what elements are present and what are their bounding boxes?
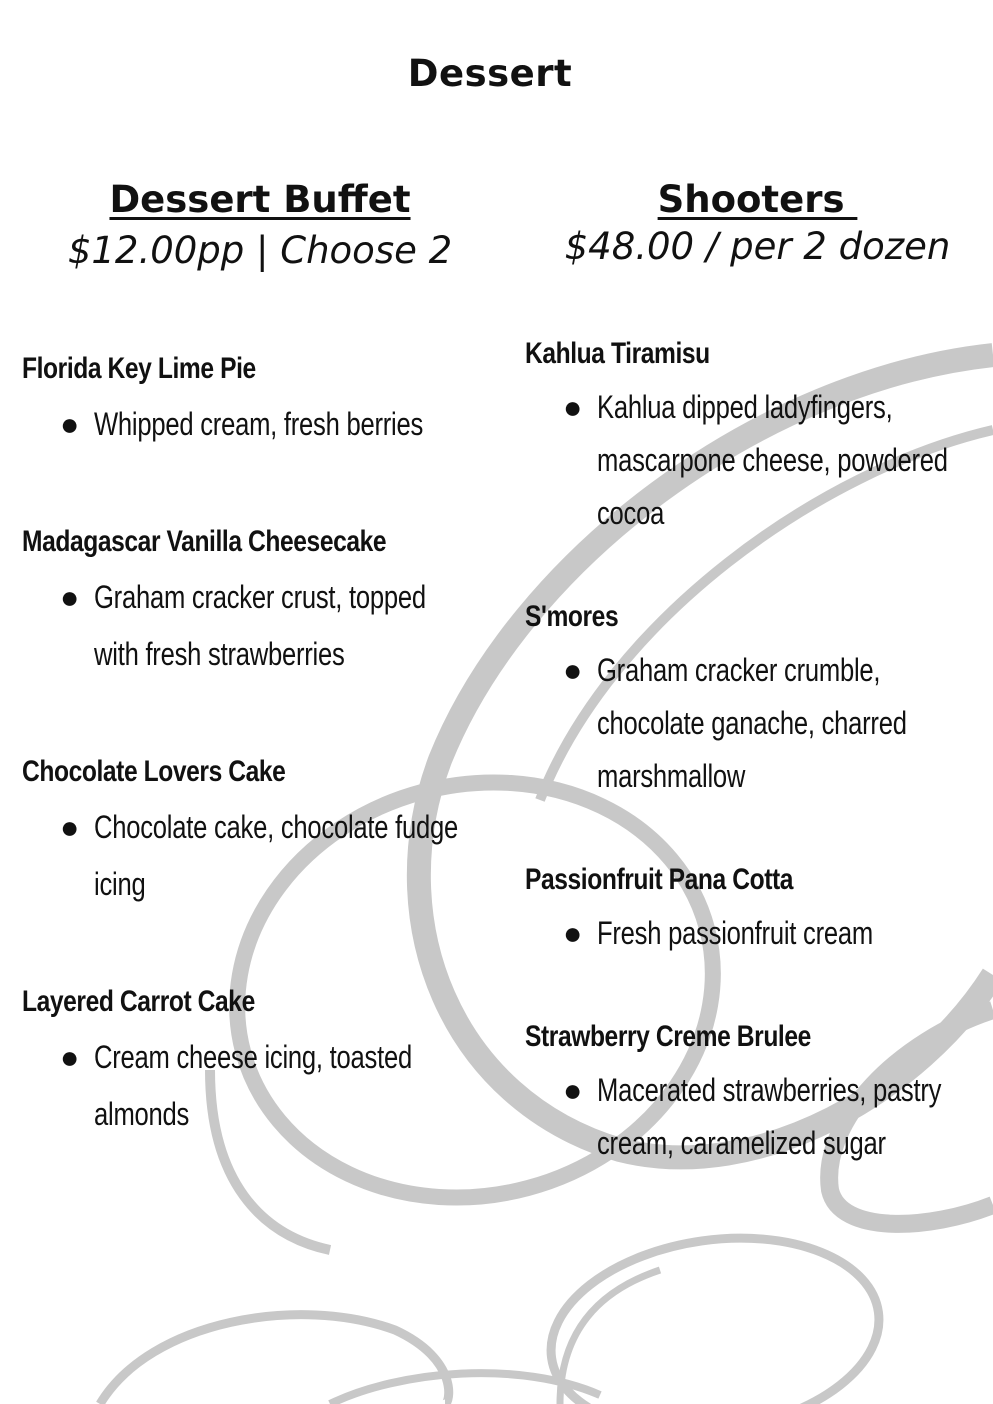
bullet-icon: ● xyxy=(60,406,80,442)
menu-item-description-text: Macerated strawberries, pastry cream, caramelized sugar xyxy=(597,1072,942,1161)
dessert-buffet-header xyxy=(40,178,480,272)
menu-item-description-text: Kahlua dipped ladyfingers, mascarpone cheese, powdered cocoa xyxy=(597,389,948,531)
menu-item xyxy=(525,600,993,803)
menu-item-description xyxy=(22,799,594,913)
menu-item-name: Passionfruit Pana Cotta xyxy=(525,863,794,896)
menu-item-name: Strawberry Creme Brulee xyxy=(525,1020,811,1053)
menu-item-description-text: Graham cracker crust, topped with fresh strawberries xyxy=(94,579,426,672)
price-shooters: $48.00 / per 2 dozen xyxy=(564,225,951,268)
menu-item-description-text: Whipped cream, fresh berries xyxy=(94,406,424,442)
menu-item-name: Layered Carrot Cake xyxy=(22,985,255,1018)
menu-item-description-text: Chocolate cake, chocolate fudge icing xyxy=(94,809,459,902)
bullet-icon: ● xyxy=(60,579,80,615)
bullet-icon: ● xyxy=(563,652,583,688)
menu-item-description xyxy=(22,569,564,683)
menu-item-description xyxy=(525,644,993,803)
bullet-icon: ● xyxy=(60,1039,80,1075)
menu-item xyxy=(22,985,534,1143)
menu-item-description-text: Fresh passionfruit cream xyxy=(597,915,873,951)
section-title-dessert-buffet: Dessert Buffet xyxy=(109,178,411,221)
menu-item-description xyxy=(525,907,993,960)
menu-item xyxy=(525,863,993,960)
bullet-icon: ● xyxy=(563,389,583,425)
menu-item-description xyxy=(22,1029,534,1143)
menu-item xyxy=(22,755,594,913)
menu-item-description-text: Cream cheese icing, toasted almonds xyxy=(94,1039,412,1132)
menu-item xyxy=(22,525,564,683)
menu-item-name: Madagascar Vanilla Cheesecake xyxy=(22,525,387,558)
menu-item-name: Chocolate Lovers Cake xyxy=(22,755,286,788)
bullet-icon: ● xyxy=(563,1072,583,1108)
menu-item-name: Florida Key Lime Pie xyxy=(22,352,256,385)
bullet-icon: ● xyxy=(60,809,80,845)
menu-item-description-text: Graham cracker crumble, chocolate ganache, charred marshmallow xyxy=(597,652,907,794)
price-dessert-buffet: $12.00pp | Choose 2 xyxy=(67,229,453,272)
menu-item-name: Kahlua Tiramisu xyxy=(525,337,710,370)
menu-item xyxy=(525,1020,993,1170)
section-title-shooters: Shooters xyxy=(657,178,858,221)
page-title: Dessert xyxy=(407,52,573,95)
menu-item-description xyxy=(525,381,993,540)
menu-item-description xyxy=(525,1064,993,1170)
shooters-header xyxy=(530,178,985,268)
menu-item xyxy=(525,337,993,540)
menu-item-name: S'mores xyxy=(525,600,619,633)
bullet-icon: ● xyxy=(563,915,583,951)
